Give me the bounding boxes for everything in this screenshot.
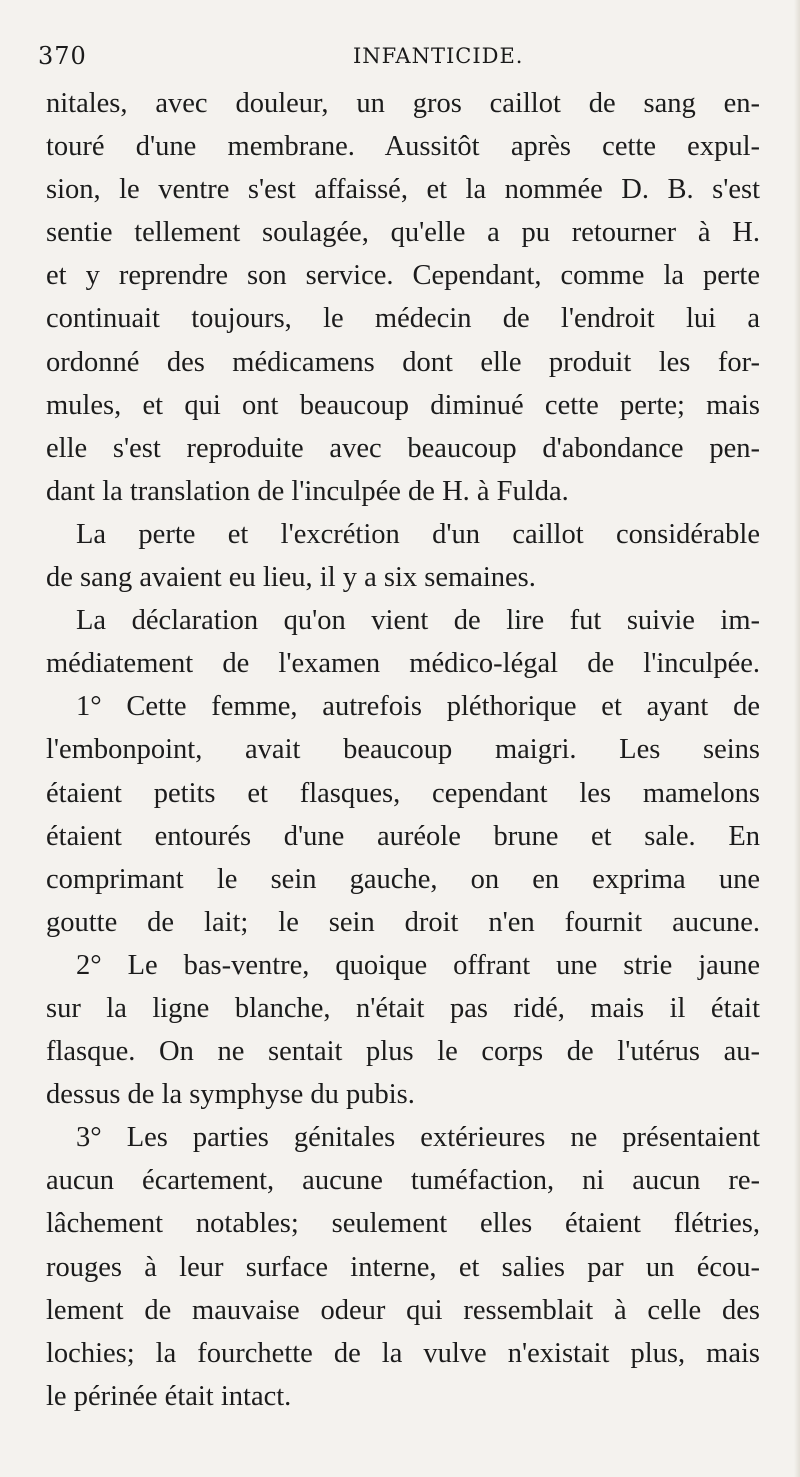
text-line: lement de mauvaise odeur qui ressemblait à celle des	[46, 1294, 760, 1326]
text-line: rouges à leur surface interne, et salies par un écou-	[46, 1251, 760, 1283]
text-line: l'embonpoint, avait beaucoup maigri. Les seins	[46, 734, 760, 766]
text-line: le périnée était intact.	[46, 1380, 292, 1412]
text-line: médiatement de l'examen médico-légal de l'inculpée.	[46, 648, 760, 680]
text-line: étaient entourés d'une auréole brune et sale. En	[46, 820, 760, 852]
text-line: La perte et l'excrétion d'un caillot considérable	[76, 518, 760, 550]
page-number: 370	[38, 42, 87, 70]
text-line: goutte de lait; le sein droit n'en fournit aucune.	[46, 906, 760, 938]
running-head: INFANTICIDE.	[353, 44, 524, 68]
text-line: aucun écartement, aucune tuméfaction, ni aucun re-	[46, 1165, 760, 1197]
text-line: La déclaration qu'on vient de lire fut suivie im-	[76, 605, 760, 637]
text-line: lochies; la fourchette de la vulve n'existait plus, mais	[46, 1337, 760, 1369]
text-line: lâchement notables; seulement elles étaient flétries,	[46, 1208, 760, 1240]
text-line: 1° Cette femme, autrefois pléthorique et ayant de	[76, 691, 760, 723]
text-line: comprimant le sein gauche, on en exprima une	[46, 863, 760, 895]
text-line: sion, le ventre s'est affaissé, et la nommée D. B. s'est	[46, 174, 760, 206]
text-line: sentie tellement soulagée, qu'elle a pu retourner à H.	[46, 217, 760, 249]
page-header	[38, 42, 760, 82]
body-text	[46, 82, 760, 1418]
text-line: touré d'une membrane. Aussitôt après cette expul-	[46, 131, 760, 163]
text-line: sur la ligne blanche, n'était pas ridé, mais il était	[46, 992, 760, 1024]
text-line: flasque. On ne sentait plus le corps de l'utérus au-	[46, 1036, 760, 1068]
text-line: de sang avaient eu lieu, il y a six semaines.	[46, 562, 536, 594]
text-line: ordonné des médicamens dont elle produit les for-	[46, 346, 760, 378]
text-line: 3° Les parties génitales extérieures ne présentaient	[76, 1122, 760, 1154]
text-line: elle s'est reproduite avec beaucoup d'abondance pen-	[46, 432, 760, 464]
page-edge-shadow	[794, 0, 800, 1477]
text-line: nitales, avec douleur, un gros caillot de sang en-	[46, 88, 760, 119]
text-line: 2° Le bas-ventre, quoique offrant une strie jaune	[76, 949, 760, 981]
text-line: et y reprendre son service. Cependant, comme la perte	[46, 260, 760, 292]
text-line: continuait toujours, le médecin de l'endroit lui a	[46, 303, 760, 335]
text-line: mules, et qui ont beaucoup diminué cette perte; mais	[46, 389, 760, 421]
text-line: étaient petits et flasques, cependant les mamelons	[46, 777, 760, 809]
text-line: dant la translation de l'inculpée de H. à Fulda.	[46, 475, 569, 507]
text-line: dessus de la symphyse du pubis.	[46, 1079, 415, 1111]
